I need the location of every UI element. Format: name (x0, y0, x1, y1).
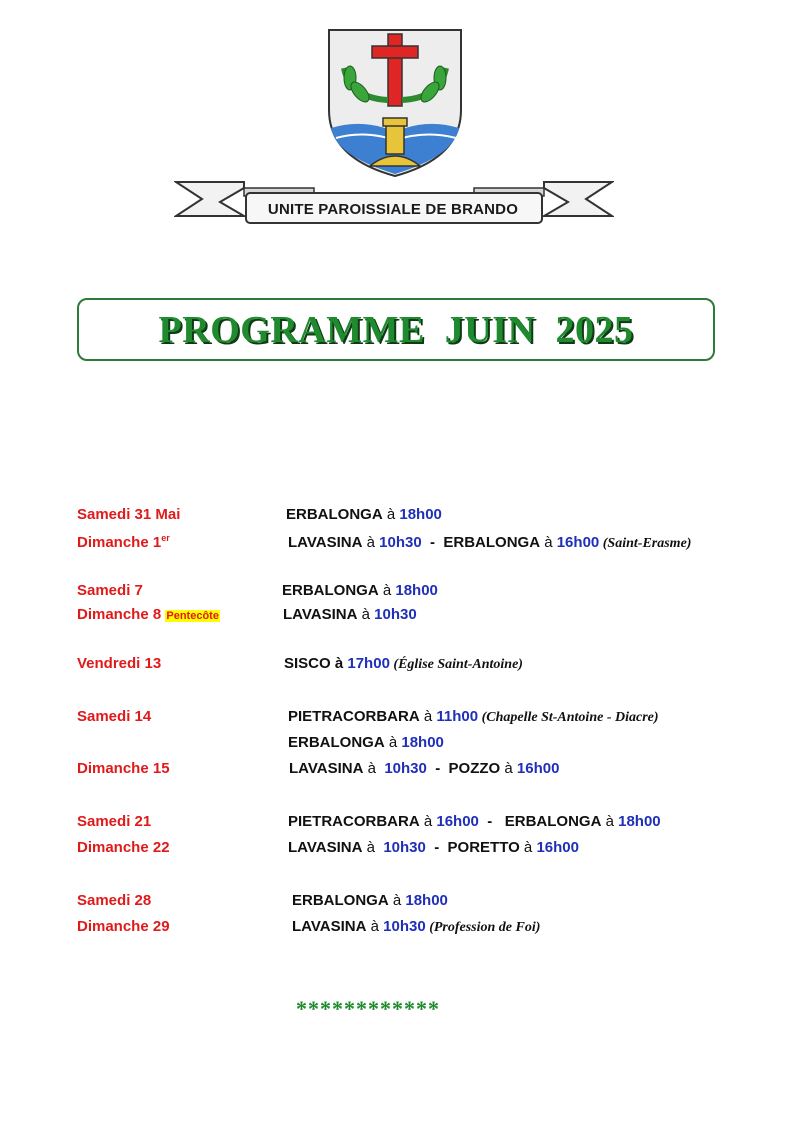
mass-time: 10h30 (383, 839, 426, 856)
church-name: PORETTO (447, 839, 520, 856)
mass-time: 16h00 (516, 760, 560, 777)
mass-time: 16h00 (436, 813, 479, 830)
schedule-line (282, 581, 438, 601)
church-name: LAVASINA (288, 839, 363, 856)
connector-text: à (363, 760, 385, 777)
church-name: SISCO (284, 655, 331, 672)
mass-time: 10h30 (384, 760, 427, 777)
day-label: Samedi 21 (77, 813, 152, 830)
schedule-line (288, 733, 444, 753)
day-label: Samedi 7 (77, 582, 143, 599)
connector-text: à (378, 582, 396, 599)
mass-time: 18h00 (395, 582, 438, 599)
schedule-line (284, 654, 523, 674)
mass-time: 18h00 (405, 892, 448, 909)
church-name: ERBALONGA (286, 506, 383, 523)
connector-text: à (362, 839, 384, 856)
church-name: ERBALONGA (504, 813, 602, 830)
mass-time: 18h00 (401, 734, 444, 751)
connector-text: à (388, 892, 406, 909)
church-name: LAVASINA (292, 918, 367, 935)
day-label: Samedi 28 (77, 892, 152, 909)
connector-text: à (500, 760, 517, 777)
mass-time: 16h00 (556, 534, 600, 551)
day-label: Dimanche 1 (77, 534, 162, 551)
schedule-day (77, 759, 170, 779)
church-name: LAVASINA (288, 534, 363, 551)
title-box (77, 298, 715, 361)
note-text: (Chapelle St-Antoine - Diacre) (478, 710, 659, 725)
church-name: PIETRACORBARA (288, 813, 420, 830)
church-name: ERBALONGA (288, 734, 385, 751)
church-name: ERBALONGA (292, 892, 389, 909)
church-name: LAVASINA (289, 760, 364, 777)
day-label: Samedi 14 (77, 708, 152, 725)
schedule-line (289, 759, 559, 779)
mass-time: 18h00 (399, 506, 442, 523)
day-ordinal-suffix: er (161, 533, 170, 543)
mass-time: 10h30 (374, 606, 417, 623)
schedule-day (77, 505, 180, 525)
connector-text: à (519, 839, 537, 856)
connector-text: à (601, 813, 619, 830)
mass-time: 16h00 (536, 839, 579, 856)
separator: - (425, 839, 448, 856)
church-name: ERBALONGA (443, 534, 541, 551)
church-name: ERBALONGA (282, 582, 379, 599)
schedule-line (283, 605, 417, 625)
schedule-line (288, 812, 661, 832)
schedule-day (77, 605, 220, 625)
schedule-day (77, 838, 170, 858)
connector-text: à (362, 534, 380, 551)
connector-text: à (419, 813, 437, 830)
day-label: Dimanche 29 (77, 918, 170, 935)
day-label: Vendredi 13 (77, 655, 162, 672)
connector-text: à (382, 506, 400, 523)
note-text: (Église Saint-Antoine) (389, 657, 523, 672)
church-name: PIETRACORBARA (288, 708, 420, 725)
note-text: (Profession de Foi) (425, 920, 541, 935)
separator: - (421, 534, 444, 551)
separator: - (478, 813, 505, 830)
schedule-day (77, 581, 143, 601)
schedule-day (77, 654, 161, 674)
schedule-day (77, 812, 151, 832)
mass-time: 10h30 (379, 534, 422, 551)
footer-stars: ************ (296, 996, 440, 1021)
connector-text: à (384, 734, 402, 751)
note-text: (Saint-Erasme) (599, 536, 692, 551)
separator: - (426, 760, 449, 777)
day-label: Dimanche 15 (77, 760, 170, 777)
mass-time: 11h00 (436, 708, 479, 725)
connector-text: à (366, 918, 384, 935)
connector-text: à (419, 708, 437, 725)
schedule-day (77, 707, 151, 727)
schedule-day (77, 891, 151, 911)
feast-highlight-badge: Pentecôte (166, 610, 219, 622)
separator: à (330, 655, 348, 672)
day-label: Dimanche 22 (77, 839, 170, 856)
page-title: PROGRAMME JUIN 2025 (158, 308, 634, 351)
org-name: UNITE PAROISSIALE DE BRANDO (267, 201, 519, 218)
day-label: Dimanche 8 (77, 606, 162, 623)
connector-text: à (540, 534, 557, 551)
mass-time: 17h00 (347, 655, 390, 672)
schedule-line (292, 917, 540, 937)
church-name: POZZO (448, 760, 501, 777)
schedule-line (288, 533, 691, 553)
church-name: LAVASINA (283, 606, 358, 623)
schedule-day (77, 917, 170, 937)
schedule-line (292, 891, 448, 911)
connector-text: à (357, 606, 375, 623)
schedule-line (286, 505, 442, 525)
mass-time: 18h00 (618, 813, 661, 830)
schedule-day (77, 533, 170, 553)
day-label: Samedi 31 Mai (77, 506, 181, 523)
mass-time: 10h30 (383, 918, 426, 935)
schedule-line (288, 838, 579, 858)
schedule-line (288, 707, 659, 727)
